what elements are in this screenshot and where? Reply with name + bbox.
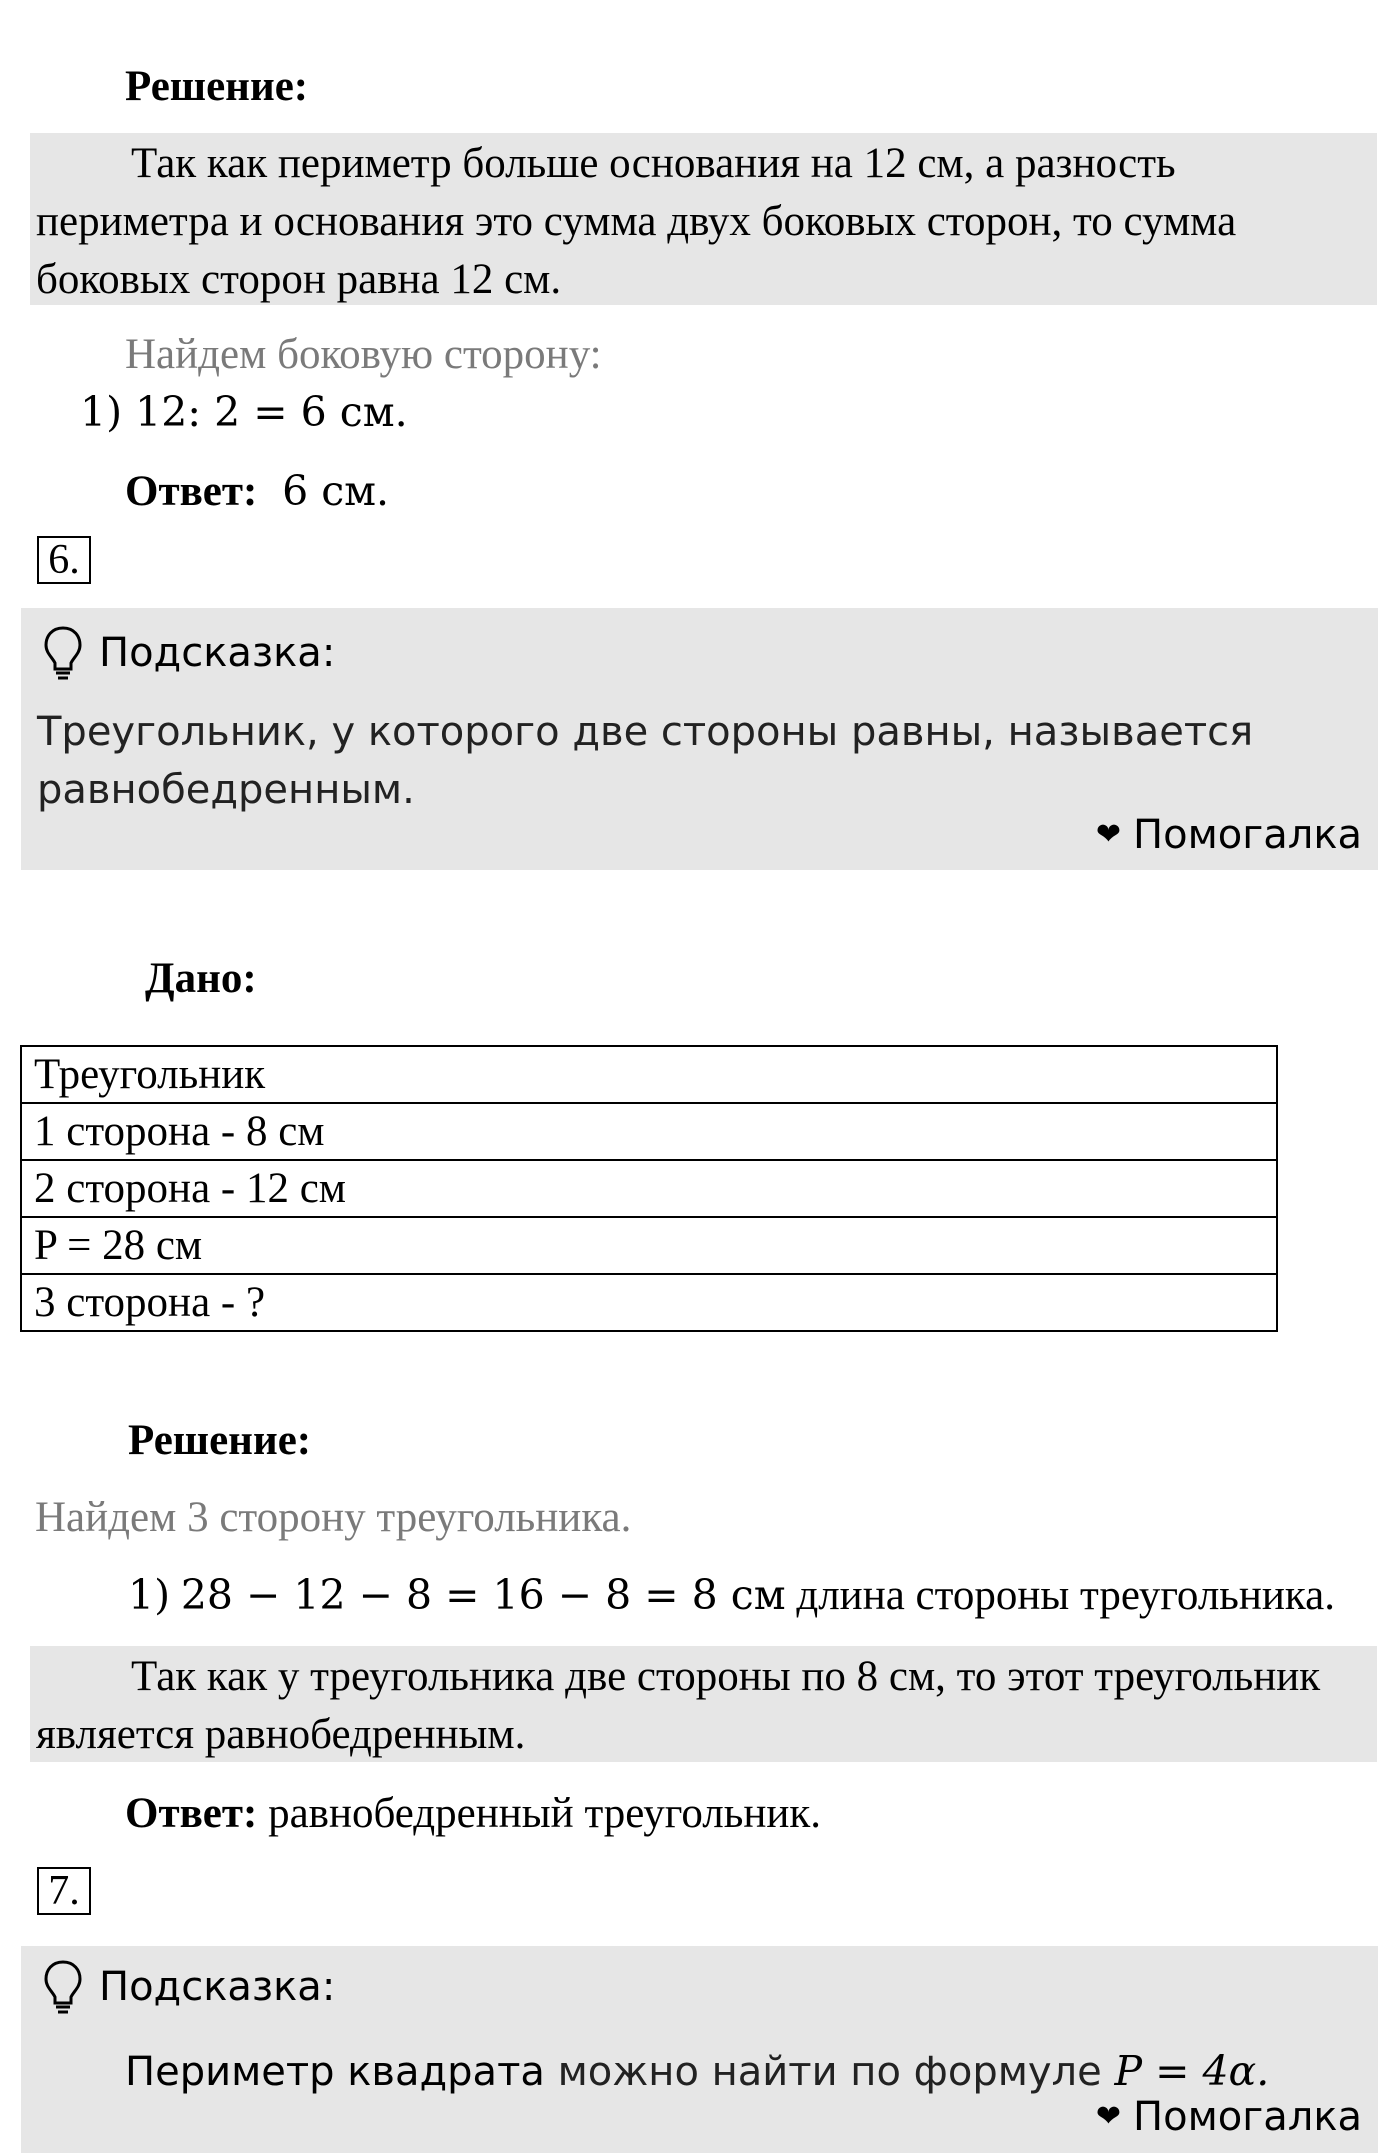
given-table <box>20 1045 1278 1332</box>
calc-step-1 <box>80 383 408 441</box>
given-cell: P = 28 см <box>21 1217 1277 1274</box>
explanation-block: Так как периметр больше основания на 12 см, а разность периметра и основания это сумма двух боковых сторон, то сумма боковых сторон равна 12 см. <box>30 133 1377 305</box>
hint-box-6 <box>21 608 1378 870</box>
step-description: длина стороны треугольника. <box>796 1572 1335 1619</box>
step-expression: 12: 2 = 6 см. <box>135 388 408 436</box>
table-row <box>21 1160 1277 1217</box>
calc-step-6-1 <box>128 1566 1335 1625</box>
answer-value: равнобедренный треугольник. <box>268 1790 822 1837</box>
explanation-block-6: Так как у треугольника две стороны по 8 см, то этот треугольник является равнобедренным. <box>30 1646 1377 1762</box>
table-row <box>21 1046 1277 1103</box>
given-cell: Треугольник <box>21 1046 1277 1103</box>
answer-label: Ответ: <box>125 468 258 515</box>
hint-text: Треугольник, у которого две стороны равны, называется равнобедренным. <box>37 709 1254 813</box>
brand-signature <box>1096 812 1362 858</box>
brand-signature <box>1096 2094 1362 2140</box>
answer-line <box>125 462 389 521</box>
hint-formula: P = 4α. <box>1114 2047 1270 2095</box>
step-number: 1) <box>80 388 123 436</box>
heart-icon: ❤ <box>1095 2099 1122 2134</box>
hint-heading: Подсказка: <box>99 630 336 676</box>
step-expression: 28 − 12 − 8 = 16 − 8 = 8 см <box>180 1571 786 1619</box>
table-row <box>21 1103 1277 1160</box>
table-row <box>21 1274 1277 1331</box>
lightbulb-icon <box>43 625 83 681</box>
given-cell: 1 сторона - 8 см <box>21 1103 1277 1160</box>
task-number-6: 6. <box>37 536 91 584</box>
hint-body: можно найти по формуле <box>557 2049 1102 2095</box>
hint-heading: Подсказка: <box>99 1964 336 2010</box>
heart-icon: ❤ <box>1095 817 1122 852</box>
given-heading: Дано: <box>145 955 257 1002</box>
brand-name: Помогалка <box>1133 2094 1362 2140</box>
find-third-side-line: Найдем 3 сторону треугольника. <box>35 1494 632 1541</box>
hint-box-7 <box>21 1946 1378 2153</box>
answer-line-6 <box>125 1785 821 1843</box>
task-number-7: 7. <box>37 1867 91 1915</box>
hint-header <box>43 624 335 682</box>
brand-name: Помогалка <box>1133 812 1362 858</box>
step-number: 1) <box>128 1571 171 1619</box>
given-cell: 2 сторона - 12 см <box>21 1160 1277 1217</box>
find-lateral-side-line: Найдем боковую сторону: <box>125 331 602 378</box>
hint-text <box>125 2042 1269 2101</box>
solution-heading: Решение: <box>125 63 309 110</box>
hint-term: Периметр квадрата <box>125 2049 545 2095</box>
hint-header <box>43 1958 335 2016</box>
solution-heading-6: Решение: <box>128 1417 312 1464</box>
lightbulb-icon <box>43 1959 83 2015</box>
answer-value: 6 см. <box>282 467 390 515</box>
answer-label: Ответ: <box>125 1790 258 1837</box>
given-cell: 3 сторона - ? <box>21 1274 1277 1331</box>
table-row <box>21 1217 1277 1274</box>
